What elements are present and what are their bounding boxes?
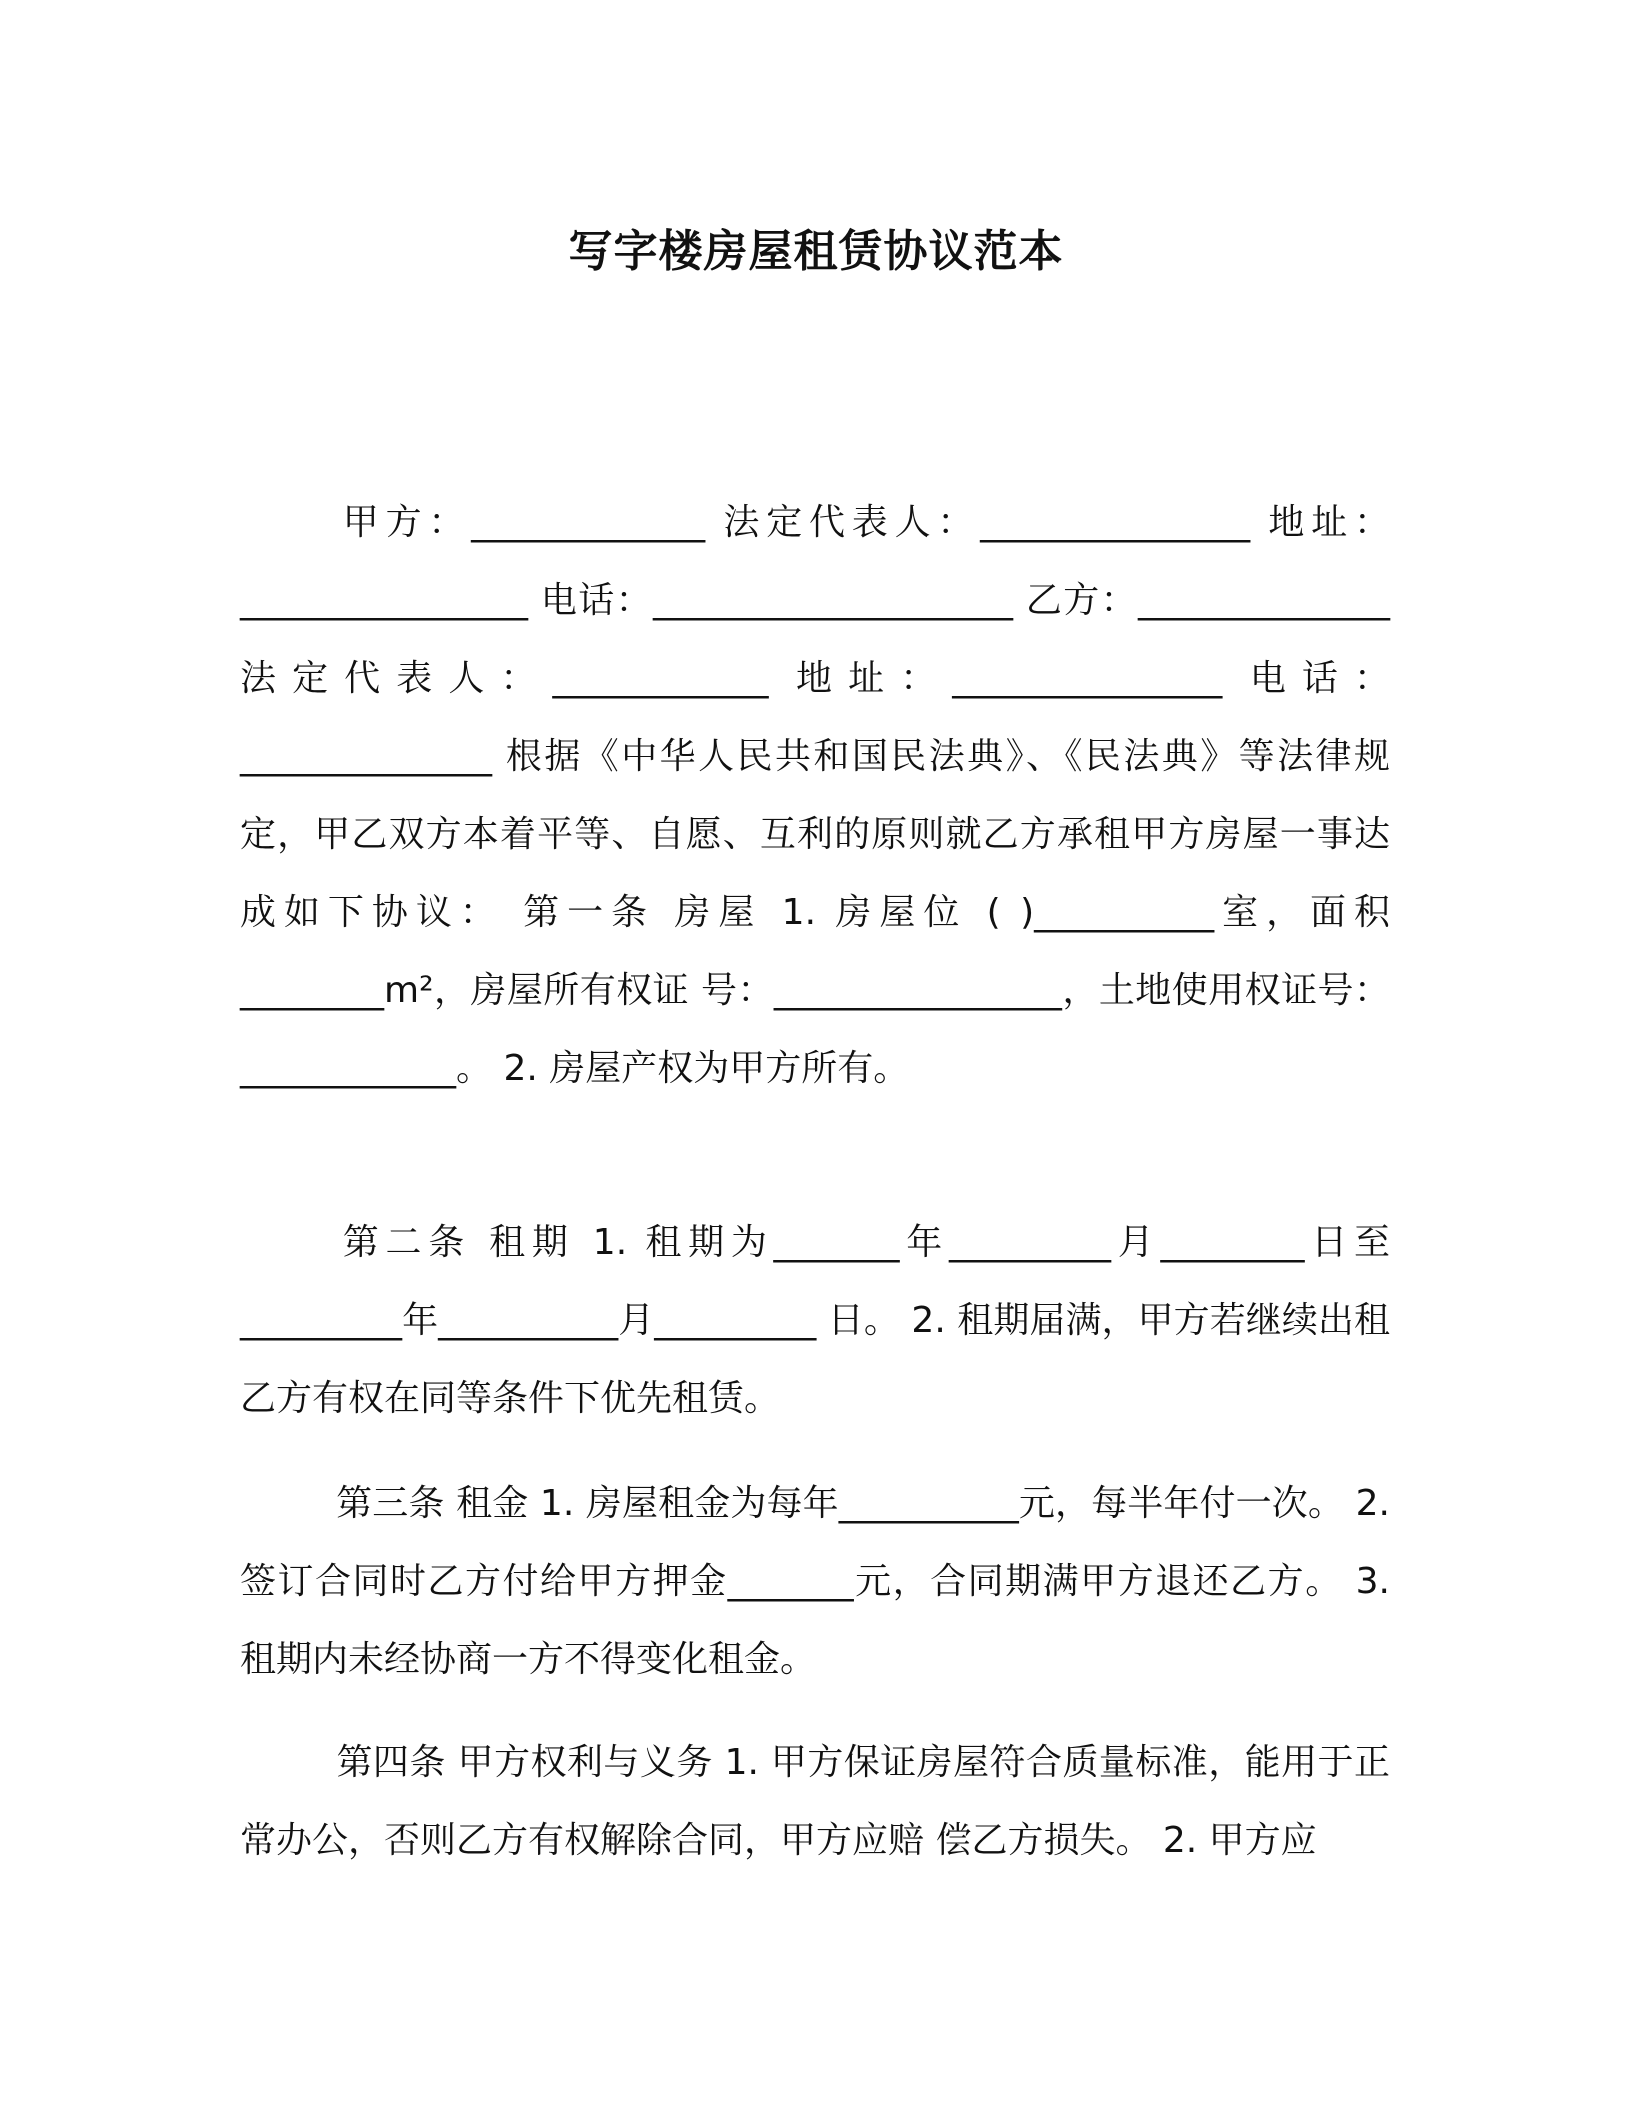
paragraph-rent-text: 第三条 租金 1. 房屋租金为每年__________元，每半年付一次。 2. 签订合同时乙方付给甲方押金_______元，合同期满甲方退还乙方。 3. 租期内未经协商一方不得变化租金。 bbox=[240, 1483, 1390, 1680]
paragraph-term bbox=[240, 1204, 1390, 1438]
paragraph-parties bbox=[240, 484, 1390, 1108]
paragraph-term-text: 第二条 租期 1. 租期为_______年_________月________日至_________年__________月_________ 日。 2. 租期届满，甲方若继续出租乙方有权在同等条件下优先租赁。 bbox=[240, 1222, 1390, 1419]
paragraph-parties-text: 甲方：_____________ 法定代表人：_______________ 地址：________________ 电话：____________________ 乙方：______________ 法定代表人：____________ 地址：_______________ 电话：______________ 根据《中华人民共和国民法典》、《民法典》等法律规定，甲乙双方本着平等、自愿、互利的原则就乙方承租甲方房屋一事达成如下协议： 第一条 房屋 1. 房屋位 ( )__________室，面积________m²，房屋所有权证 号：________________，土地使用权证号：____________。 2. 房屋产权为甲方所有。 bbox=[240, 502, 1390, 1089]
document-title: 写字楼房屋租赁协议范本 bbox=[568, 226, 1064, 277]
paragraph-rent bbox=[240, 1465, 1390, 1699]
paragraph-lessor-rights-text: 第四条 甲方权利与义务 1. 甲方保证房屋符合质量标准，能用于正常办公，否则乙方有权解除合同，甲方应赔 偿乙方损失。 2. 甲方应 bbox=[240, 1742, 1390, 1861]
paragraph-lessor-rights bbox=[240, 1724, 1390, 1880]
